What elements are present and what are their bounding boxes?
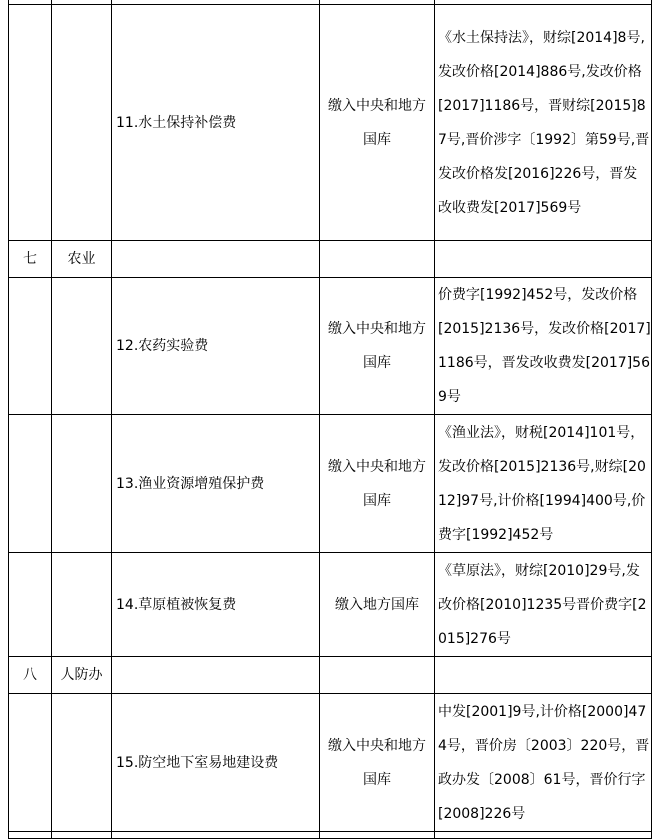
payment-channel: 缴入地方国库 — [320, 553, 435, 657]
fee-table — [8, 0, 652, 839]
fee-name: 14.草原植被恢复费 — [112, 553, 320, 657]
category-row — [9, 657, 652, 694]
payment-channel: 缴入中央和地方国库 — [320, 278, 435, 415]
legal-basis: 《渔业法》，财税[2014]101号，发改价格[2015]2136号,财综[2012]97号,计价格[1994]400号,价费字[1992]452号 — [435, 415, 652, 553]
fee-name: 13.渔业资源增殖保护费 — [112, 415, 320, 553]
table-row-cut-bottom — [9, 832, 652, 839]
legal-basis: 中发[2001]9号,计价格[2000]474号，晋价房〔2003〕220号，晋政办发〔2008〕61号，晋价行字[2008]226号 — [435, 694, 652, 832]
category-number: 七 — [9, 241, 52, 278]
payment-channel: 缴入中央和地方国库 — [320, 5, 435, 241]
table-row — [9, 278, 652, 415]
category-number: 八 — [9, 657, 52, 694]
payment-channel: 缴入中央和地方国库 — [320, 694, 435, 832]
fee-name: 11.水土保持补偿费 — [112, 5, 320, 241]
fee-name: 15.防空地下室易地建设费 — [112, 694, 320, 832]
table-row — [9, 5, 652, 241]
fee-name: 12.农药实验费 — [112, 278, 320, 415]
table-row — [9, 694, 652, 832]
category-title: 农业 — [52, 241, 112, 278]
legal-basis: 《水土保持法》，财综[2014]8号,发改价格[2014]886号,发改价格[2017]1186号，晋财综[2015]87号,晋价涉字〔1992〕第59号,晋发改价格发[2016]226号，晋发改收费发[2017]569号 — [435, 5, 652, 241]
legal-basis: 价费字[1992]452号，发改价格[2015]2136号，发改价格[2017]1186号，晋发改收费发[2017]569号 — [435, 278, 652, 415]
category-title: 人防办 — [52, 657, 112, 694]
table-row — [9, 415, 652, 553]
table-row — [9, 553, 652, 657]
legal-basis: 《草原法》，财综[2010]29号,发改价格[2010]1235号晋价费字[2015]276号 — [435, 553, 652, 657]
category-row — [9, 241, 652, 278]
payment-channel: 缴入中央和地方国库 — [320, 415, 435, 553]
